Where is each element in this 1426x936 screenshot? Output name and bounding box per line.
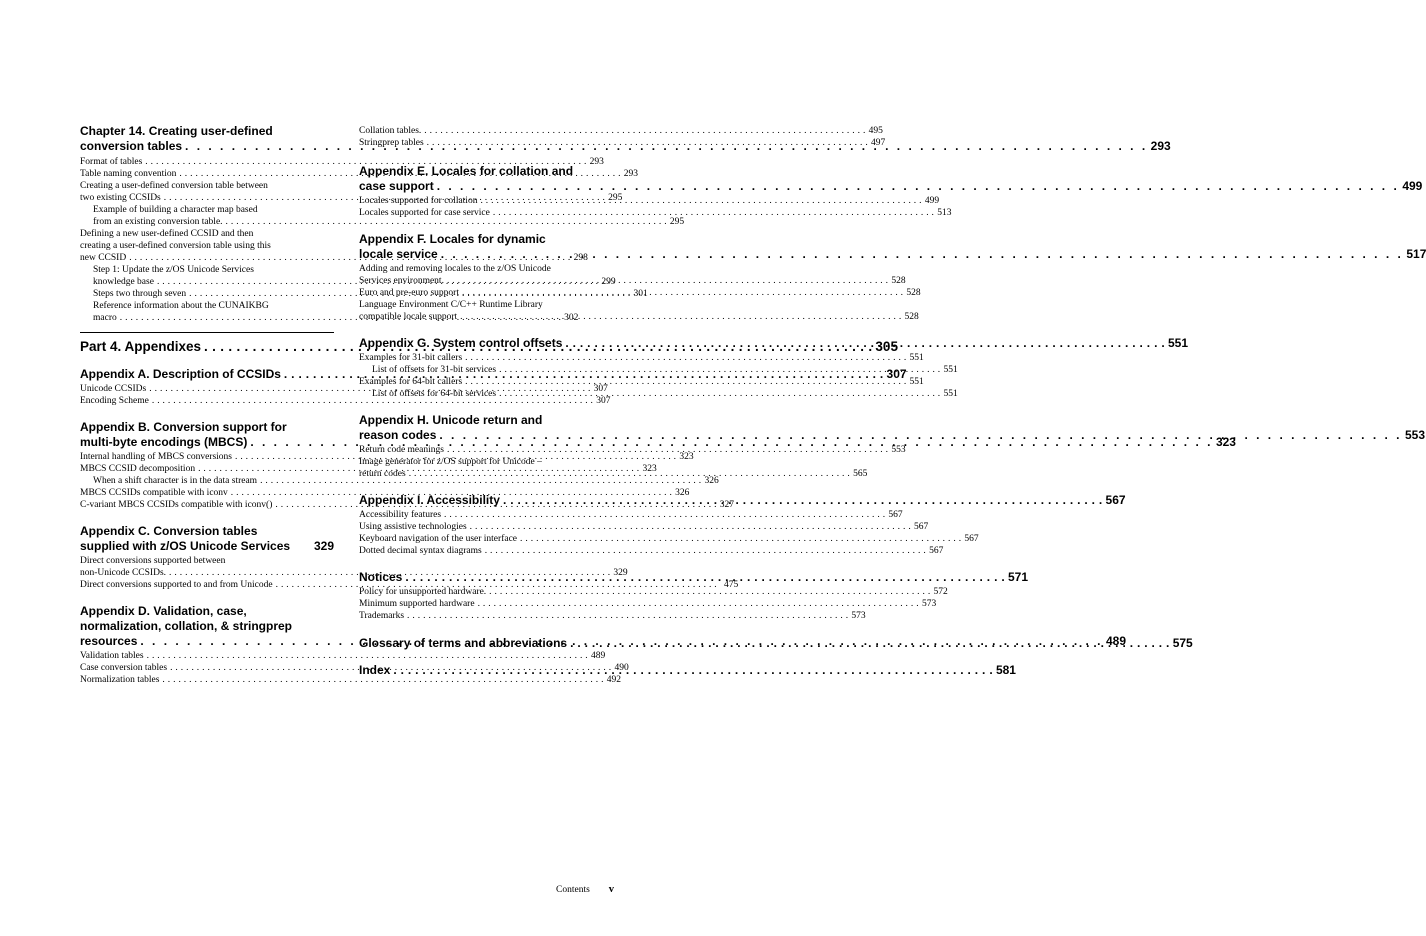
page-number: 489 [590,651,606,661]
page-number: 293 [589,157,604,167]
entry-text: Trademarks [359,611,405,621]
page-number: 329 [613,568,628,578]
dot-leader [477,195,924,207]
toc-entry[interactable] [80,156,604,168]
page-number: 567 [914,522,929,532]
toc-entry[interactable] [80,487,690,499]
dot-leader [496,364,943,376]
page-number: 302 [564,313,579,323]
page-number: 567 [1105,493,1126,507]
dot-leader [467,521,914,533]
entry-text: Language Environment C/C++ Runtime Library [359,300,543,310]
dot-leader [482,545,929,557]
entry-text: Locales supported for collation [359,196,478,206]
toc-entry[interactable] [359,137,886,149]
heading-line: Appendix E. Locales for collation and [359,164,574,178]
entry-line [93,216,685,228]
heading-line: normalization, collation, & stringprep [80,619,293,633]
entry-text: Collation tables. [359,126,422,136]
heading-text: Glossary of terms and abbreviations [359,636,568,650]
page-number: 327 [719,500,734,510]
page-footer [556,884,614,895]
heading-line: Appendix B. Conversion support for [80,420,287,434]
page-number: 307 [596,396,611,406]
page-number: 299 [601,277,616,287]
heading-line: Appendix H. Unicode return and [359,413,543,427]
heading-text: conversion tables [80,139,183,153]
entry-text: Euro and pre-euro support [359,288,459,298]
entry-text: compatible locale support [359,312,458,322]
heading-line: Appendix D. Validation, case, [80,604,247,618]
page-number: 553 [891,445,906,455]
toc-entry[interactable] [80,674,622,686]
page-number: 499 [1402,179,1423,193]
footer-label: Contents [556,885,590,895]
entry-text: Minimum supported hardware [359,599,475,609]
dot-leader [421,125,868,137]
entry-text: Validation tables [80,651,144,661]
entry-line [359,275,906,287]
page-number: 528 [904,312,919,322]
entry-text: Encoding Scheme [80,396,149,406]
entry-text: MBCS CCSID decomposition [80,464,196,474]
page-number: 575 [1172,636,1193,650]
entry-text: List of offsets for 64-bit services [372,389,497,399]
entry-text: Accessibility features [359,510,442,520]
entry-text: Format of tables [80,157,143,167]
toc-entry[interactable] [359,444,906,456]
dot-leader [475,598,922,610]
entry-text: Steps two through seven [93,289,187,299]
heading-text: Appendix I. Accessibility [359,493,500,507]
page-number: 301 [633,289,648,299]
heading-text: Index [359,663,391,677]
heading-text: case support [359,179,434,193]
dot-leader [436,428,1405,443]
toc-entry[interactable] [359,125,883,137]
entry-text: Stringprep tables [359,138,424,148]
entry-text: When a shift character is in the data stream [93,476,258,486]
page-number: 323 [642,464,657,474]
entry-text: Dotted decimal syntax diagrams [359,546,482,556]
heading-line: Appendix F. Locales for dynamic [359,232,546,246]
entry-text: Using assistive technologies [359,522,467,532]
heading-text: resources [80,634,138,648]
page-number: 551 [909,377,924,387]
page-number: 567 [888,510,903,520]
page-number: 323 [1215,435,1236,449]
dot-leader [444,275,891,287]
toc-subentry[interactable] [80,475,719,487]
page-number: 581 [995,663,1016,677]
entry-text: from an existing conversion table. [93,217,223,227]
entry-text: Examples for 31-bit callers [359,353,463,363]
heading-text: multi-byte encodings (MBCS) [80,435,248,449]
footer-page-number: v [608,884,614,895]
entry-text: Services environment. [359,276,444,286]
page-number: 553 [1404,428,1426,442]
dot-leader [438,247,1407,262]
page-number: 565 [853,469,868,479]
entry-text: Direct conversions supported to and from Unicode [80,580,273,590]
page-number: 573 [921,599,937,609]
entry-text: Image generator for z/OS support for Unicode – [359,457,542,467]
entry-text: Creating a user-defined conversion table between [80,181,268,191]
dot-leader [567,636,1173,651]
dot-leader [424,137,871,149]
heading-line [359,247,1426,262]
page-number: 490 [614,663,629,673]
entry-text: Table naming convention [80,169,177,179]
dot-leader [500,493,1106,508]
page-number: 517 [1406,247,1426,261]
page-number: 573 [851,611,866,621]
page-number: 513 [937,208,952,218]
toc-entry[interactable] [359,352,924,364]
dot-leader [462,376,909,388]
dot-leader [404,610,851,622]
dot-leader [459,287,906,299]
entry-text: List of offsets for 31-bit services [372,365,497,375]
entry-text: Normalization tables [80,675,160,685]
entry-text: non-Unicode CCSIDs. [80,568,167,578]
entry-text: new CCSID [80,253,127,263]
heading-text: Notices [359,570,403,584]
page-number: 489 [1105,634,1127,648]
toc-entry[interactable] [359,376,924,388]
toc-entry[interactable] [80,395,611,407]
heading-line: Appendix C. Conversion tables [80,524,258,538]
page-number: 492 [606,675,622,685]
entry-text: Adding and removing locales to the z/OS Unicode [359,264,551,274]
dot-leader [441,509,888,521]
entry-text: Unicode CCSIDs [80,384,147,394]
toc-entry[interactable] [359,207,952,219]
page-number: 326 [704,476,719,486]
page-number: 475 [723,580,739,590]
entry-text: return codes [359,469,406,479]
heading-text: Appendix A. Description of CCSIDs [80,367,281,381]
page-number: 305 [875,339,898,354]
page-number: 307 [593,384,608,394]
entry-text: C-variant MBCS CCSIDs compatible with iconv() [80,500,273,510]
page-number: 307 [886,367,907,381]
heading-text: Part 4. Appendixes [80,339,202,354]
page-number: 293 [1150,139,1171,153]
entry-text: Internal handling of MBCS conversions [80,452,232,462]
toc-entry[interactable] [80,650,606,662]
page-number: 567 [929,546,944,556]
entry-text: Return code meanings [359,445,444,455]
page-number: 329 [313,539,334,553]
page-number: 293 [623,169,639,179]
page-number: 551 [943,365,958,375]
page-number: 528 [891,276,906,286]
toc-entry[interactable] [359,545,944,557]
dot-leader [496,388,943,400]
toc-subentry[interactable] [359,388,958,400]
entry-text: knowledge base [93,277,154,287]
toc-entry[interactable] [359,299,919,323]
heading-text: supplied with z/OS Unicode Services [80,539,291,553]
dot-leader [434,179,1403,194]
page-number: 551 [1167,336,1189,350]
entry-text: Examples for 64-bit callers [359,377,463,387]
page-number: 528 [906,288,921,298]
appendix-heading[interactable] [359,232,1426,262]
appendix-heading[interactable] [80,524,334,554]
toc-entry[interactable] [359,533,979,545]
toc-entry[interactable] [80,579,739,591]
heading-line: Chapter 14. Creating user-defined [80,124,273,138]
dot-leader [390,663,996,678]
dot-leader [486,586,933,598]
toc-entry[interactable] [359,586,948,598]
entry-text: two existing CCSIDs [80,193,161,203]
toc-entry[interactable] [359,521,929,533]
dot-leader [402,570,1008,585]
dot-leader [517,533,964,545]
heading-text: Appendix G. System control offsets [359,336,563,350]
dot-leader [444,444,891,456]
heading-text: locale service [359,247,438,261]
heading-text: reason codes [359,428,437,442]
page-number: 298 [573,253,588,263]
page-number: 295 [669,217,685,227]
heading-line [80,539,334,554]
entry-text: macro [93,313,117,323]
page-number: 497 [871,138,886,148]
entry-text: Reference information about the CUNAIKBG [93,301,269,311]
toc-entry[interactable] [359,598,937,610]
toc-appendix-d-continued [359,125,886,149]
entry-text: Policy for unsupported hardware. [359,587,487,597]
entry-text: Defining a new user-defined CCSID and then [80,229,254,239]
dot-leader [406,468,853,480]
heading-line [359,179,1423,194]
entry-text: Example of building a character map based [93,205,258,215]
page-number: 326 [675,488,690,498]
page-number: 572 [933,587,948,597]
entry-text: creating a user-defined conversion table using this [80,241,271,251]
toc-entry[interactable] [359,509,903,521]
dot-leader [462,352,909,364]
entry-text: Step 1: Update the z/OS Unicode Services [93,265,254,275]
dot-leader [457,311,904,323]
toc-entry[interactable] [359,263,906,287]
toc-entry[interactable] [359,610,866,622]
entry-text: Case conversion tables [80,663,168,673]
page-number: 551 [943,389,958,399]
entry-text: Keyboard navigation of the user interface [359,534,518,544]
page-number: 571 [1007,570,1028,584]
dot-leader [490,207,937,219]
page-number: 495 [868,126,883,136]
dot-leader [562,336,1168,351]
page-number: 551 [909,353,924,363]
page-number: 323 [679,452,694,462]
entry-text: MBCS CCSIDs compatible with iconv [80,488,228,498]
entry-line [359,311,919,323]
entry-text: Locales supported for case service [359,208,490,218]
page-number: 295 [608,193,623,203]
page-number: 499 [924,196,940,206]
page-number: 567 [964,534,979,544]
entry-text: Direct conversions supported between [80,556,226,566]
